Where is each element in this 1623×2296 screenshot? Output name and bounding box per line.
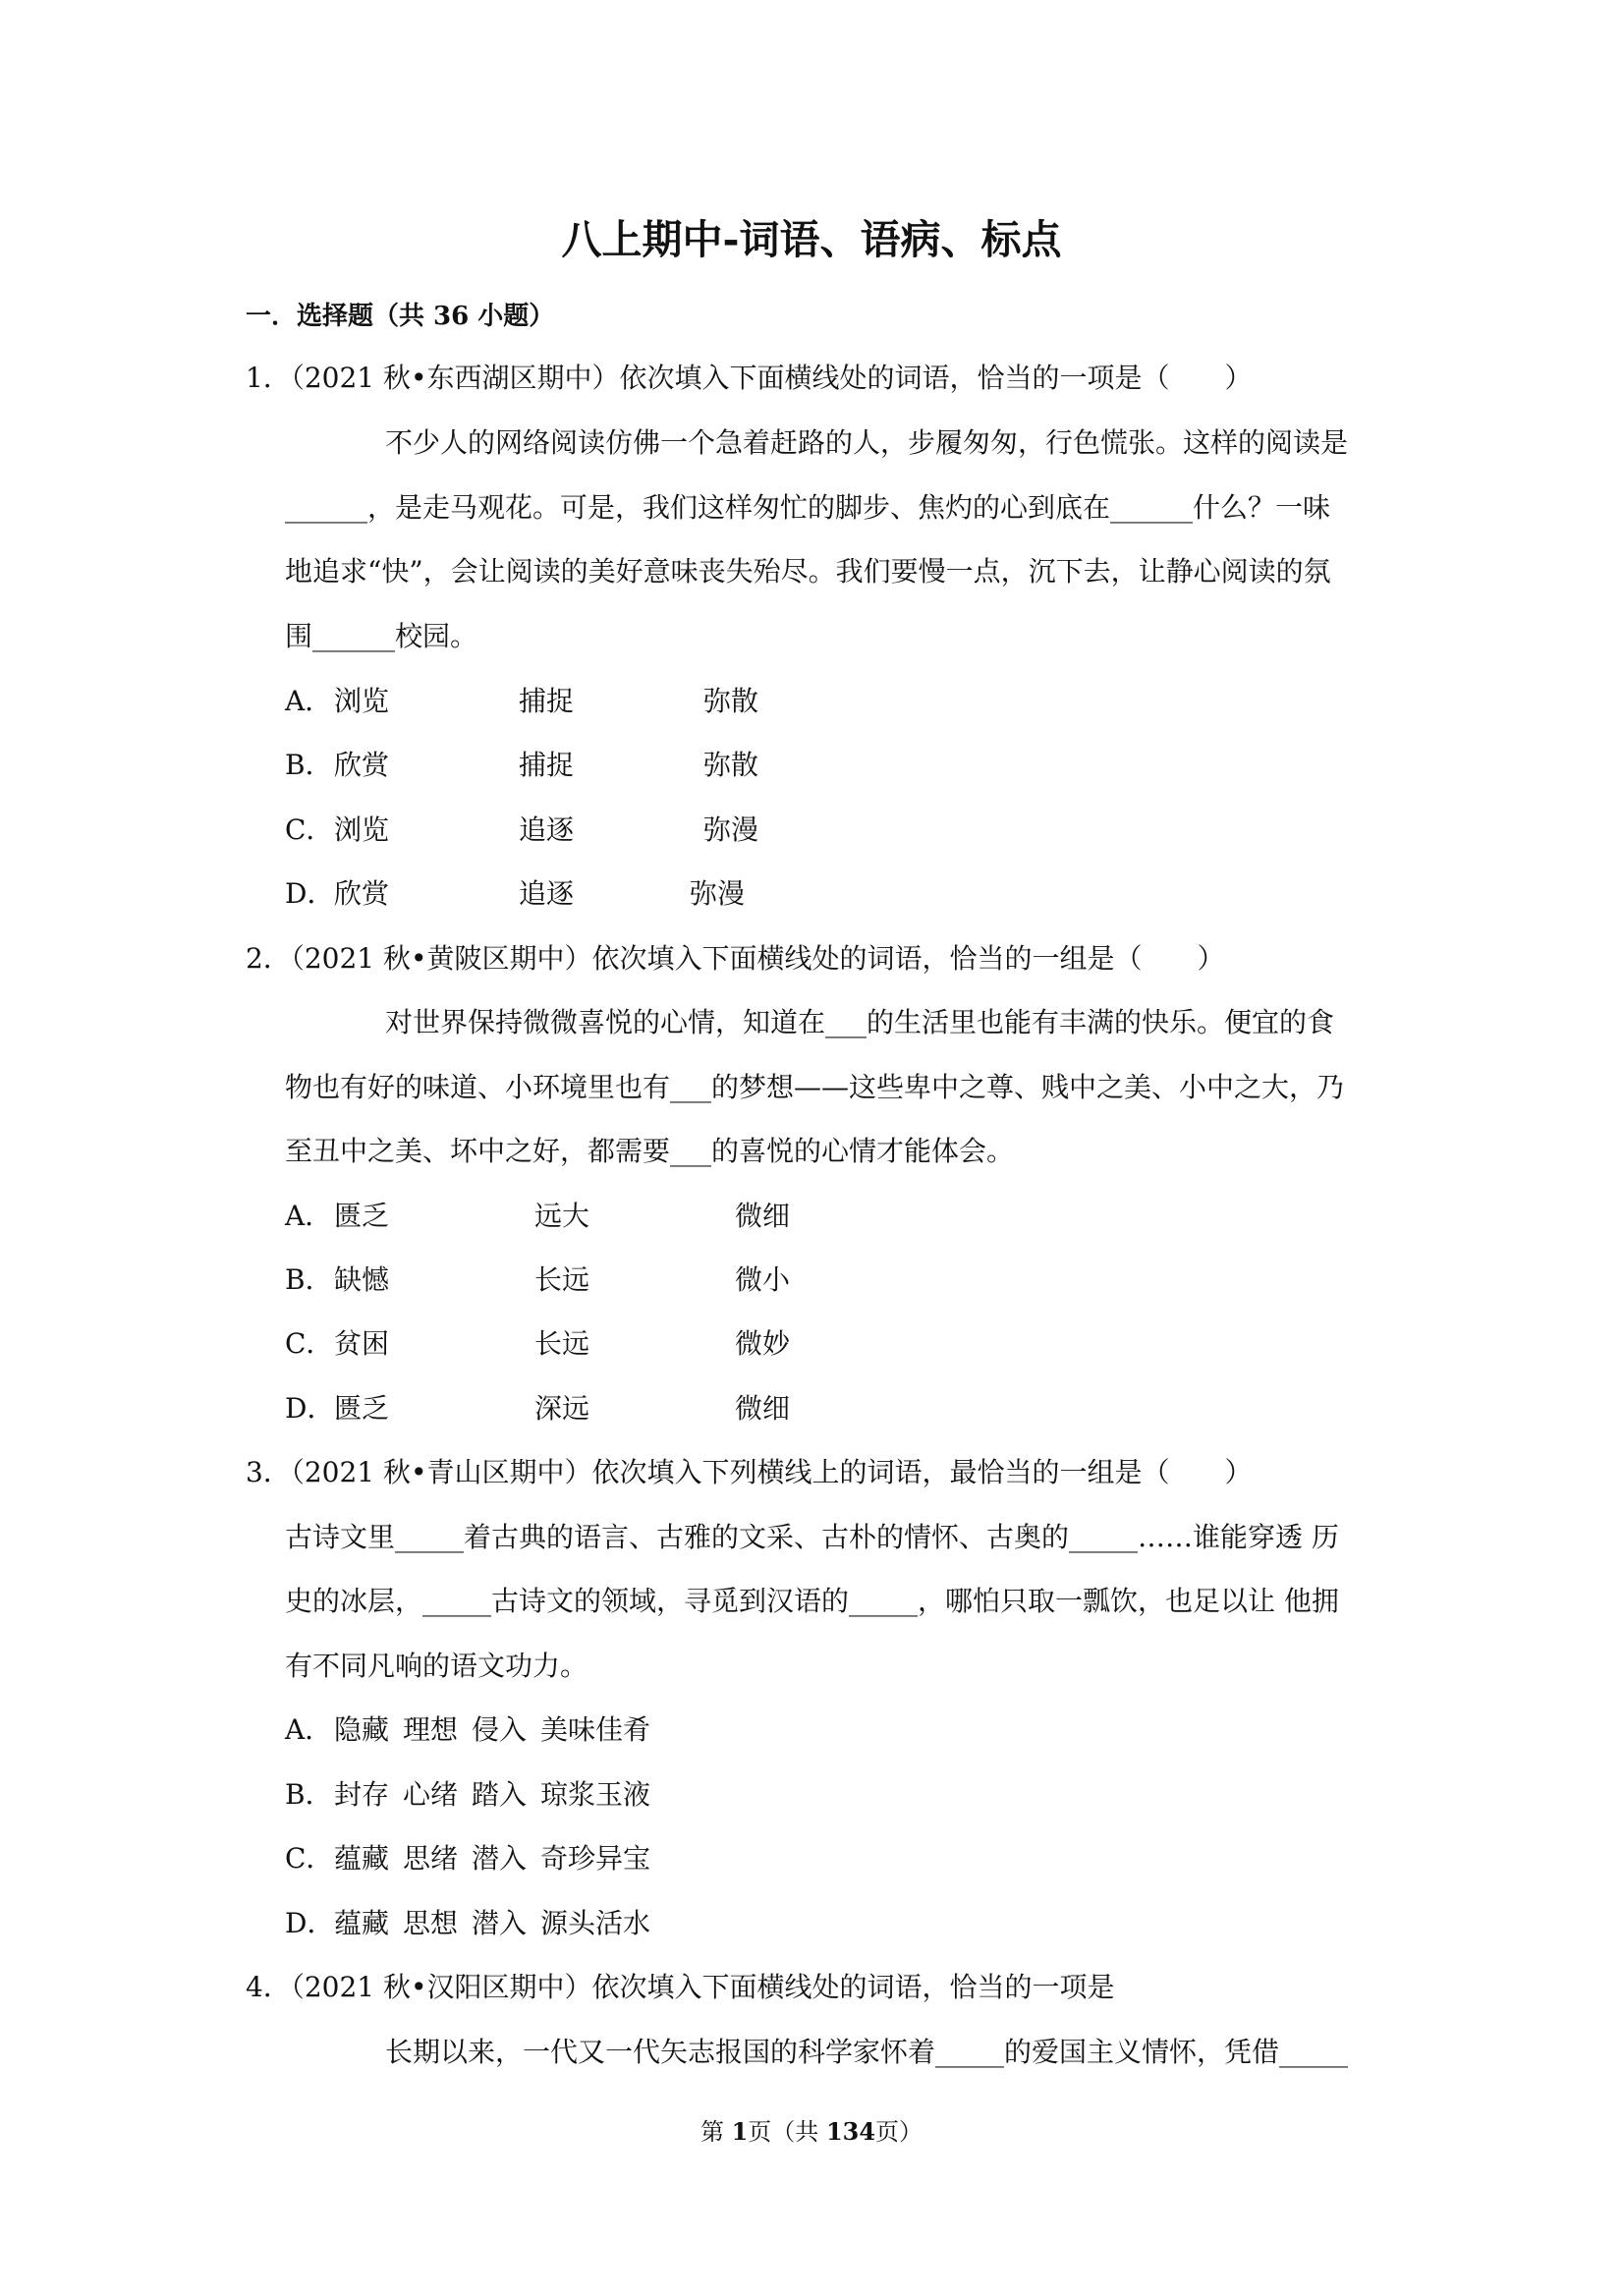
question-4-passage-line-1: 长期以来，一代又一代矢志报国的科学家怀着_____的爱国主义情怀，凭借_____ xyxy=(385,2036,1349,2068)
question-3-passage-line-1: 古诗文里_____着古典的语言、古雅的文采、古朴的情怀、古奥的_____……谁能穿透 历 xyxy=(285,1521,1339,1553)
question-2-option-c[interactable]: C．贫困 长远 微妙 xyxy=(285,1327,791,1360)
page-footer: 第 1页（共 134页） xyxy=(700,2117,923,2146)
question-1-stem: 1．（2021 秋•东西湖区期中）依次填入下面横线处的词语，恰当的一项是（ ） xyxy=(246,362,1253,394)
question-1-passage-line-2: ______，是走马观花。可是，我们这样匆忙的脚步、焦灼的心到底在______什么？一味 xyxy=(285,491,1331,524)
question-1-option-a[interactable]: A．浏览 捕捉 弥散 xyxy=(285,685,759,717)
question-3-stem: 3．（2021 秋•青山区期中）依次填入下列横线上的词语，最恰当的一组是（ ） xyxy=(246,1456,1253,1488)
current-page-number: 1 xyxy=(731,2117,749,2146)
question-1-passage-line-1: 不少人的网络阅读仿佛一个急着赶路的人，步履匆匆，行色慌张。这样的阅读是 xyxy=(385,426,1349,459)
question-1-option-b[interactable]: B．欣赏 捕捉 弥散 xyxy=(285,749,759,781)
question-2-stem: 2．（2021 秋•黄陂区期中）依次填入下面横线处的词语，恰当的一组是（ ） xyxy=(246,942,1225,975)
question-4-stem: 4．（2021 秋•汉阳区期中）依次填入下面横线处的词语，恰当的一项是 xyxy=(246,1971,1115,2003)
question-2-passage-line-3: 至丑中之美、坏中之好，都需要___的喜悦的心情才能体会。 xyxy=(285,1135,1015,1167)
question-2-passage-line-2: 物也有好的味道、小环境里也有___的梦想——这些卑中之尊、贱中之美、小中之大，乃 xyxy=(285,1071,1345,1103)
question-3-option-b[interactable]: B．封存 心绪 踏入 琼浆玉液 xyxy=(285,1778,651,1811)
question-2-option-a[interactable]: A．匮乏 远大 微细 xyxy=(285,1200,791,1232)
question-1-passage-line-3: 地追求“快”，会让阅读的美好意味丧失殆尽。我们要慢一点，沉下去，让静心阅读的氛 xyxy=(285,555,1331,588)
document-title: 八上期中-词语、语病、标点 xyxy=(561,216,1062,263)
question-2-passage-line-1: 对世界保持微微喜悦的心情，知道在___的生活里也能有丰满的快乐。便宜的食 xyxy=(385,1006,1335,1038)
question-3-option-d[interactable]: D．蕴藏 思想 潜入 源头活水 xyxy=(285,1907,651,1939)
question-2-option-b[interactable]: B．缺憾 长远 微小 xyxy=(285,1263,791,1296)
total-page-count: 134 xyxy=(825,2117,876,2146)
question-1-option-d[interactable]: D．欣赏 追逐 弥漫 xyxy=(285,877,746,910)
question-1-option-c[interactable]: C．浏览 追逐 弥漫 xyxy=(285,813,759,846)
question-3-passage-line-3: 有不同凡响的语文功力。 xyxy=(285,1650,588,1682)
section-heading: 一．选择题（共 36 小题） xyxy=(246,302,555,331)
question-3-option-c[interactable]: C．蕴藏 思绪 潜入 奇珍异宝 xyxy=(285,1842,651,1875)
question-2-option-d[interactable]: D．匮乏 深远 微细 xyxy=(285,1392,791,1425)
question-3-option-a[interactable]: A．隐藏 理想 侵入 美味佳肴 xyxy=(285,1713,651,1746)
question-1-passage-line-4: 围______校园。 xyxy=(285,620,478,652)
question-3-passage-line-2: 史的冰层，_____古诗文的领域，寻觅到汉语的_____，哪怕只取一瓢饮，也足以让 他拥 xyxy=(285,1585,1339,1617)
